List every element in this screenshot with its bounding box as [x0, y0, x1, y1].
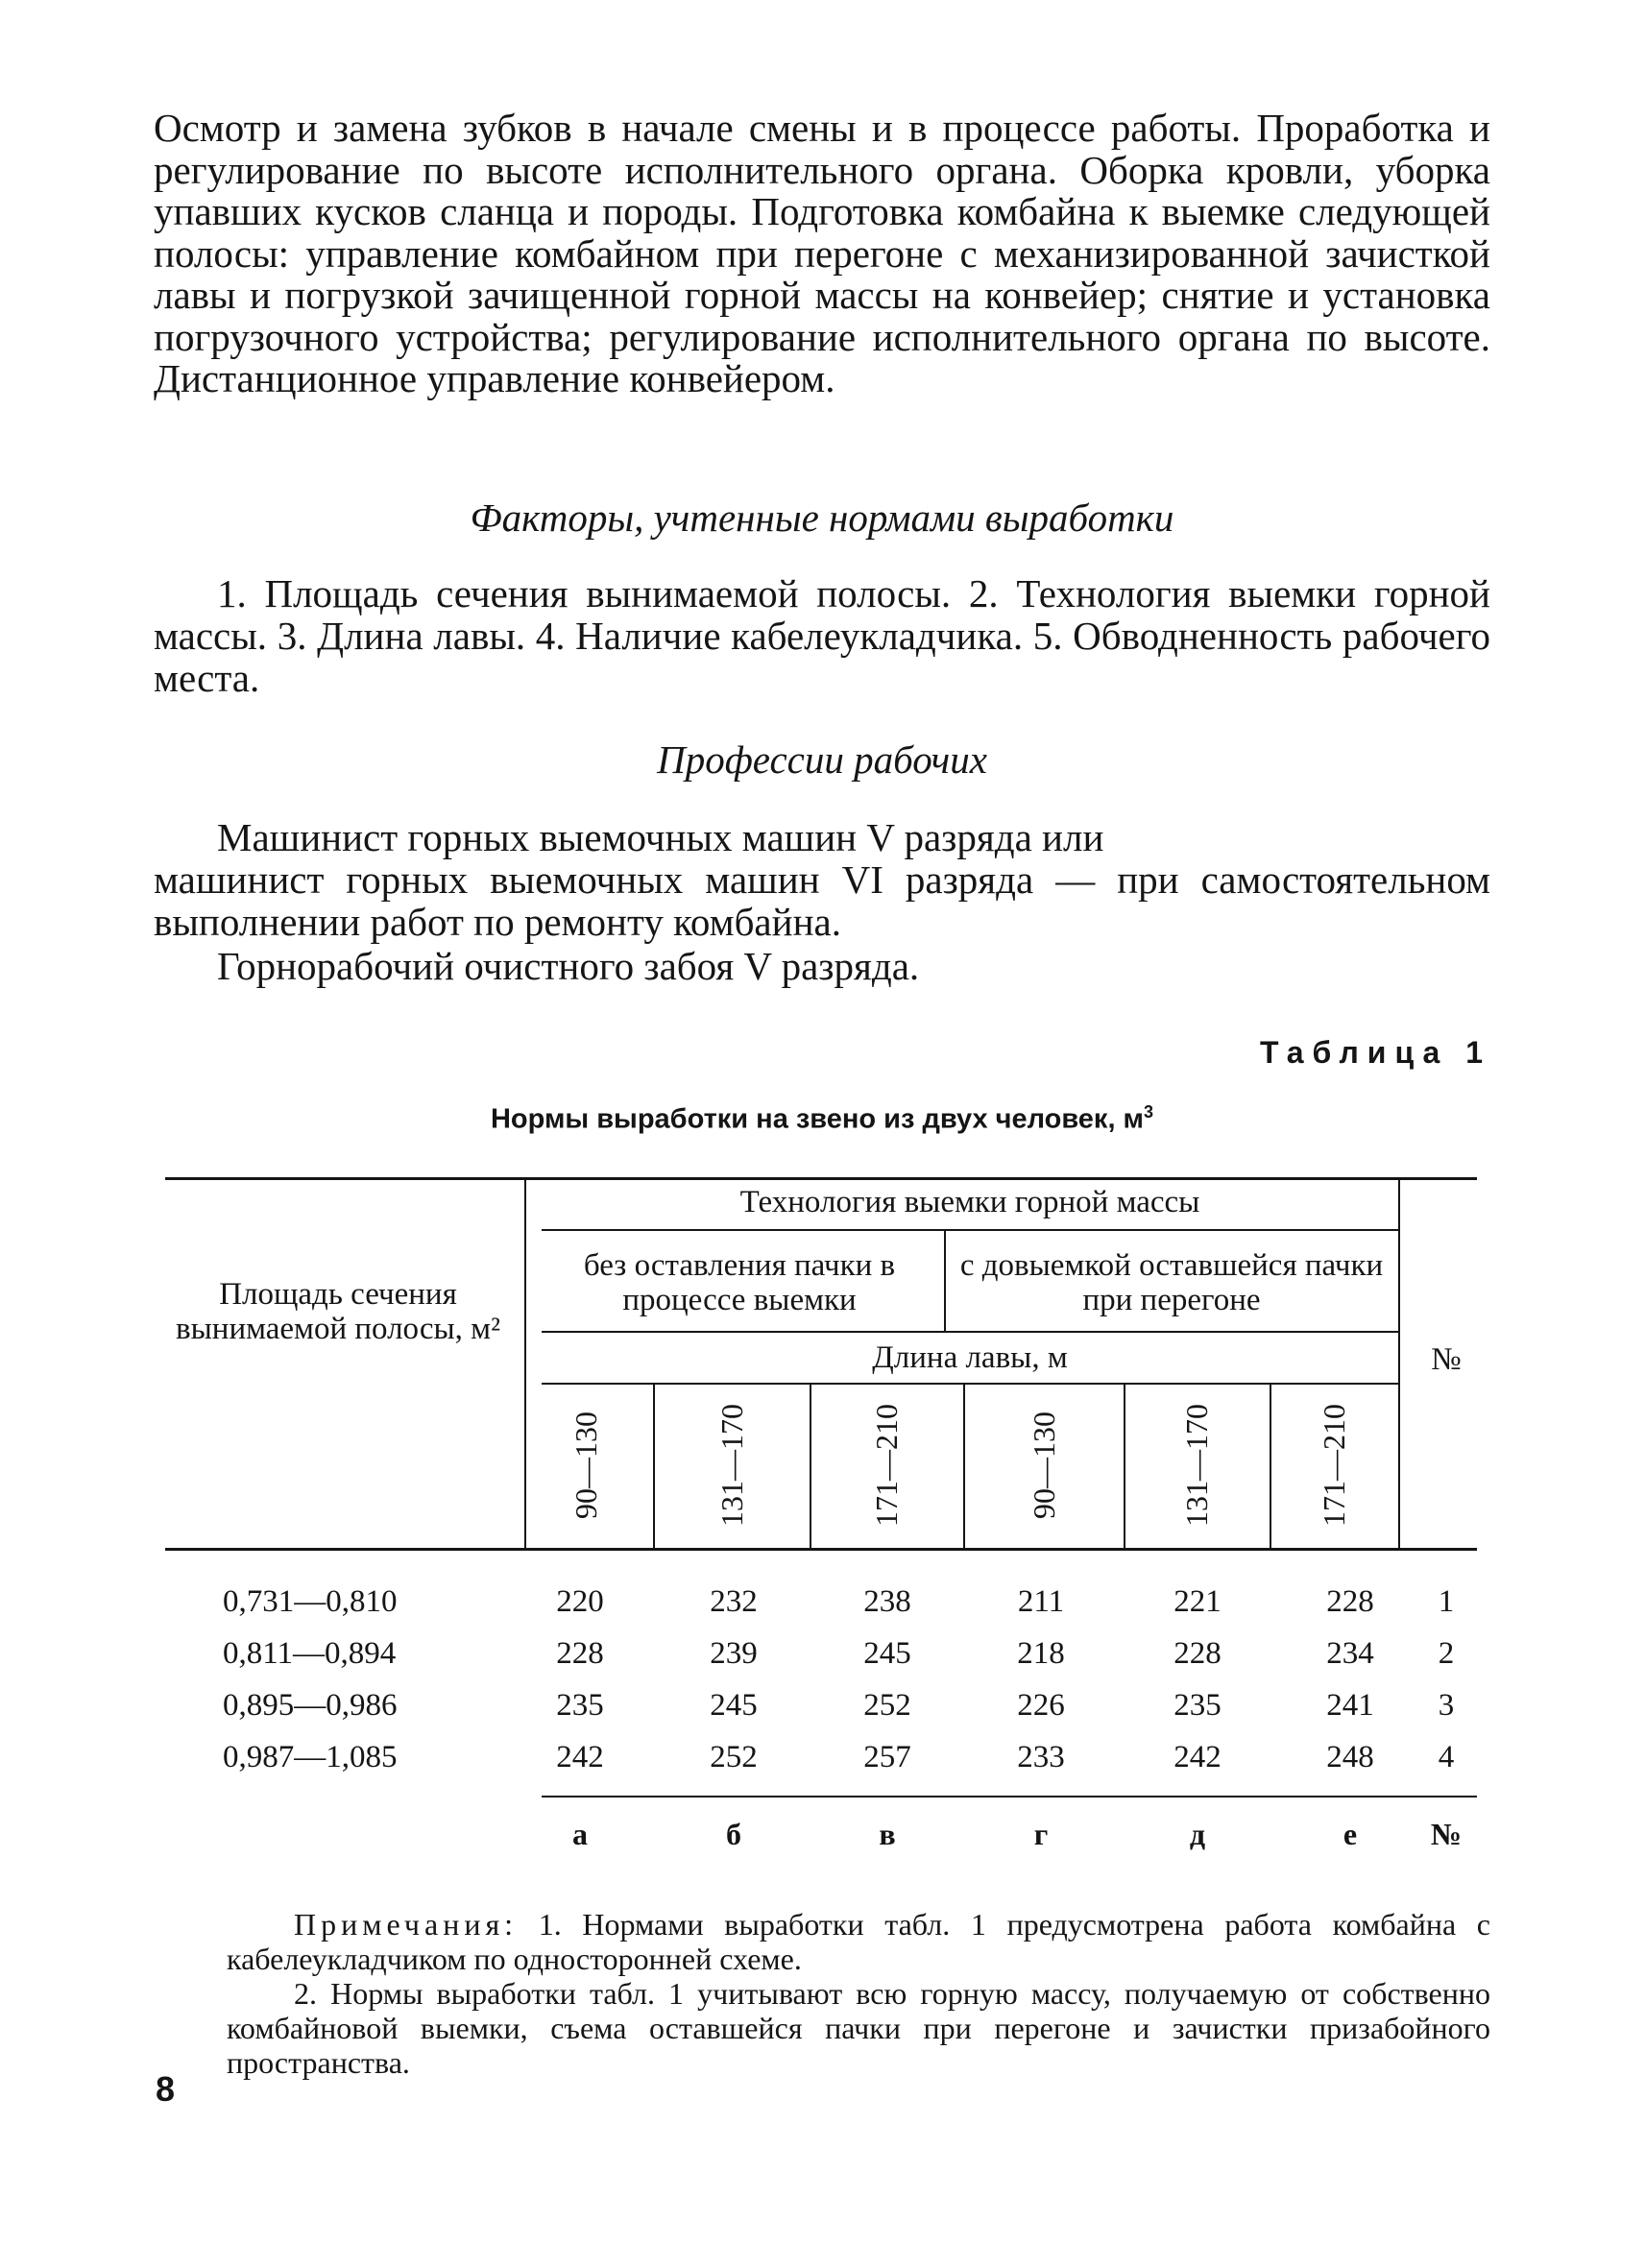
- cell: 235: [556, 1688, 604, 1723]
- cell: 221: [1173, 1584, 1222, 1619]
- cell: 235: [1173, 1688, 1222, 1723]
- cell: 228: [1173, 1636, 1222, 1671]
- vline-area: [524, 1177, 526, 1548]
- vline-sub-2: [810, 1383, 811, 1548]
- notes-label: Примечания:: [294, 1907, 519, 1942]
- row-no: 3: [1438, 1688, 1455, 1723]
- cell: 226: [1017, 1688, 1065, 1723]
- cell: 220: [556, 1584, 604, 1619]
- col-letter: в: [879, 1817, 896, 1851]
- cell: 252: [863, 1688, 911, 1723]
- cell: 232: [710, 1584, 758, 1619]
- length-header: Длина лавы, м: [872, 1340, 1068, 1375]
- note-1: [227, 1907, 1490, 1976]
- col-letter: д: [1189, 1817, 1206, 1851]
- cell: 228: [1326, 1584, 1374, 1619]
- table-title-text: Нормы выработки на звено из двух человек, м: [490, 1103, 1145, 1135]
- page-number: 8: [156, 2069, 176, 2109]
- row-no: 4: [1438, 1740, 1455, 1774]
- cell: 238: [863, 1584, 911, 1619]
- vline-sub-1: [653, 1383, 655, 1548]
- table-title-sup: 3: [1144, 1102, 1154, 1122]
- note-2: 2. Нормы выработки табл. 1 учитывают всю горную массу, получаемую от собственно комбайновой выемки, съема оставшейся пачки при перегоне и зачистки призабойного пространства.: [227, 1976, 1490, 2080]
- table-top-rule: [165, 1177, 1477, 1180]
- subcol-3: 171—210: [869, 1404, 904, 1527]
- intro-paragraph: Осмотр и замена зубков в начале смены и в процессе работы. Проработка и регулирование по высоте исполнительного органа. Оборка кровли, уборка упавших кусков сланца и породы. Подготовка комбайна к выемке следующей полосы: управление комбайном при перегоне с механизированной зачисткой лавы и погрузкой зачищенной горной массы на конвейер; снятие и установка погрузочного устройства; регулирование исполнительного органа по высоте. Дистанционное управление конвейером.: [154, 106, 1490, 400]
- profession-line-1: Машинист горных выемочных машин V разряда или: [217, 815, 1104, 859]
- table-title: [154, 1102, 1490, 1136]
- subcol-6: 171—210: [1317, 1404, 1351, 1527]
- row-no: 1: [1438, 1584, 1455, 1619]
- tech-header: Технология выемки горной массы: [739, 1185, 1200, 1219]
- header-bottom-rule: [165, 1548, 1477, 1551]
- tech-header-rule: [542, 1229, 1398, 1231]
- group2-header: с довыемкой оставшейся пачки при перегоне: [959, 1248, 1384, 1317]
- cell: 257: [863, 1740, 911, 1774]
- subcol-4: 90—130: [1027, 1411, 1061, 1519]
- col-letter: а: [572, 1817, 588, 1851]
- cell: 241: [1326, 1688, 1374, 1723]
- row-area: 0,987—1,085: [223, 1740, 398, 1774]
- row-area: 0,731—0,810: [223, 1584, 398, 1619]
- profession-line-3: Горнорабочий очистного забоя V разряда.: [217, 944, 920, 988]
- cell: 218: [1017, 1636, 1065, 1671]
- profession-line-2: машинист горных выемочных машин VI разряда — при самостоятельном выполнении работ по ремонту комбайна.: [154, 857, 1490, 944]
- table-label: Таблица 1: [1259, 1035, 1491, 1070]
- factors-heading: Факторы, учтенные нормами выработки: [470, 495, 1174, 540]
- vline-sub-4: [1124, 1383, 1125, 1548]
- cell: 211: [1017, 1584, 1065, 1619]
- cell: 233: [1017, 1740, 1065, 1774]
- col-letter: г: [1033, 1817, 1049, 1851]
- cell: 234: [1326, 1636, 1374, 1671]
- note-1-text: 1. Нормами выработки табл. 1 предусмотрена работа комбайна с кабелеукладчиком по односторонней схеме.: [227, 1907, 1491, 1976]
- row-no: 2: [1438, 1636, 1455, 1671]
- vline-sub-5: [1270, 1383, 1271, 1548]
- group-header-rule: [542, 1331, 1398, 1333]
- cell: 245: [863, 1636, 911, 1671]
- col-letter: е: [1343, 1817, 1358, 1851]
- col-area-header: Площадь сечения вынимаемой полосы, м²: [176, 1277, 500, 1346]
- footer-rule: [542, 1796, 1477, 1798]
- cell: 239: [710, 1636, 758, 1671]
- no-header: №: [1431, 1342, 1462, 1377]
- col-letter: б: [726, 1817, 741, 1851]
- vline-sub-3: [963, 1383, 965, 1548]
- professions-heading: Профессии рабочих: [657, 737, 987, 782]
- group1-header: без оставления пачки в процессе выемки: [583, 1248, 896, 1317]
- factors-text: 1. Площадь сечения вынимаемой полосы. 2. Технология выемки горной массы. 3. Длина лавы. 4. Наличие кабелеукладчика. 5. Обводненность рабочего места.: [154, 571, 1490, 700]
- vline-groups: [944, 1229, 946, 1331]
- row-area: 0,811—0,894: [223, 1636, 397, 1671]
- subcol-1: 90—130: [568, 1411, 603, 1519]
- row-area: 0,895—0,986: [223, 1688, 398, 1723]
- subcol-5: 131—170: [1179, 1404, 1214, 1527]
- cell: 248: [1326, 1740, 1374, 1774]
- cell: 252: [710, 1740, 758, 1774]
- cell: 228: [556, 1636, 604, 1671]
- col-letter-no: №: [1430, 1817, 1463, 1851]
- cell: 242: [556, 1740, 604, 1774]
- subcol-2: 131—170: [714, 1404, 749, 1527]
- cell: 245: [710, 1688, 758, 1723]
- table-notes: [227, 1907, 1490, 2080]
- cell: 242: [1173, 1740, 1222, 1774]
